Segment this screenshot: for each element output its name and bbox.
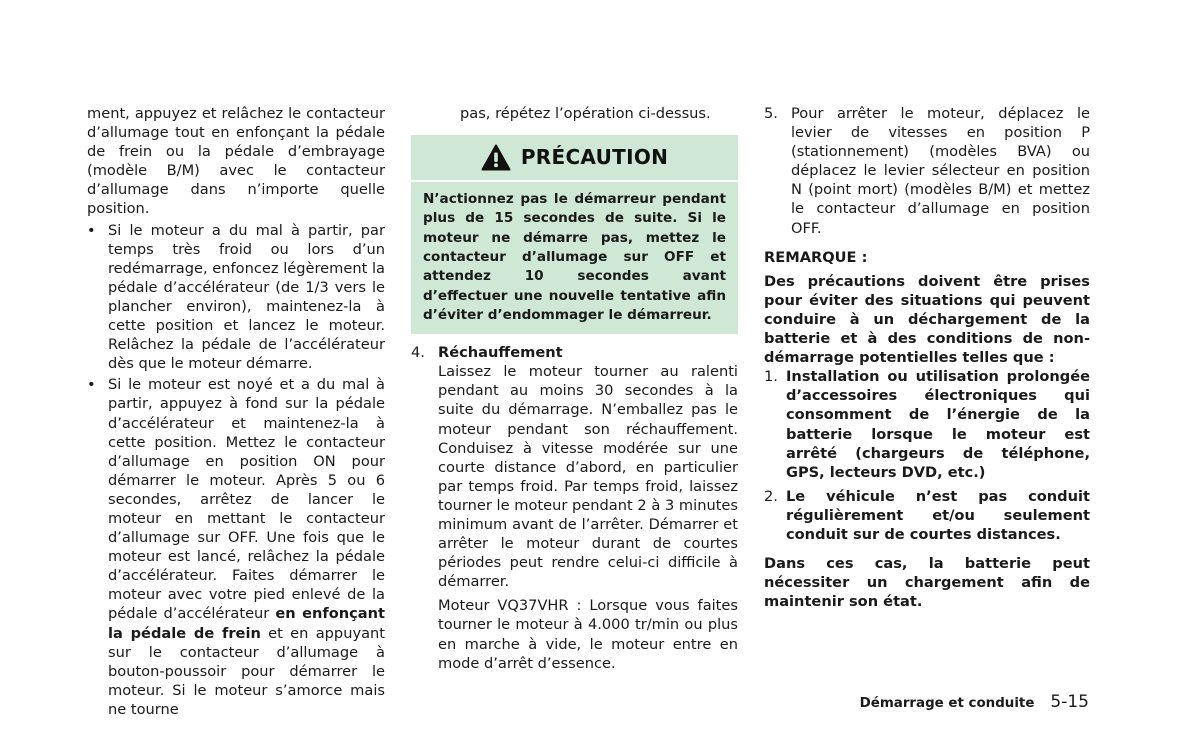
bullet-icon: • [87,221,96,239]
item-number: 2. [764,487,778,505]
bullet-text: Si le moteur a du mal à partir, par temps très froid ou lors d’un redémarrage, enfoncez légèrement la pédale d’accélérateur (de 1/3 vers le plancher environ), maintenez-la à cette position et lancez le moteur. Relâchez la pédale de l’accélérateur dès que le moteur démarre. [108,221,385,373]
section-item-4 [411,343,738,673]
item-number: 4. [411,344,425,362]
paragraph: Pour arrêter le moteur, déplacez le levier de vitesses en position P (stationnement) (modèles BVA) ou déplacez le levier sélecteur en position N (point mort) (modèles B/M) et mettez le contacteur d’allumage en position OFF. [791,105,1090,237]
column-middle [411,104,738,673]
bullet-icon: • [87,376,96,394]
item-number: 5. [764,105,778,122]
item-number: 1. [764,368,778,386]
caution-box [411,135,738,334]
page-number: 5-15 [1050,692,1089,712]
column-right [764,104,1090,611]
list-item [764,367,1090,482]
bold-emphasis: en enfonçant la pédale de frein [108,605,385,642]
remarque-heading: REMARQUE : [764,248,868,266]
closing-paragraph: Dans ces cas, la batterie peut nécessiter un chargement afin de maintenir son état. [764,555,1090,611]
list-item [87,221,385,374]
caution-text: N’actionnez pas le démarreur pendant plus de 15 secondes de suite. Si le moteur ne démarre pas, mettez le contacteur d’allumage sur OFF et attendez 10 secondes avant d’effectuer une nouvelle tentative afin d’éviter d’endommager le démarreur. [423,191,726,323]
section-heading: Réchauffement [438,344,563,362]
section-item-5 [764,104,1090,238]
bullet-text: Si le moteur est noyé et a du mal à partir, appuyez à fond sur la pédale d’accélérateur et maintenez-la à cette position. Mettez le contacteur d’allumage en position ON pour démarrer le moteur. Après 5 ou 6 secondes, arrêtez de lancer le moteur en mettant le contacteur d’allumage sur OFF. Une fois que le moteur est lancé, relâchez la pédale d’accélérateur. Faites démarrer le moteur avec votre pied enlevé de la pédale d’accélérateur en enfonçant la pédale de frein et en appuyant sur le contacteur d’allumage à bouton-poussoir pour démarrer le moteur. Si le moteur s’amorce mais ne tourne [108,376,385,718]
paragraph: Laissez le moteur tourner au ralenti pendant au moins 30 secondes à la suite du démarrage. N’emballez pas le moteur pendant son réchauffement. Conduisez à vitesse modérée sur une courte distance d’abord, en particulier par temps froid. Par temps froid, laissez tourner le moteur pendant 2 à 3 minutes minimum avant de l’arrêter. Démarrer et arrêter le moteur durant de courtes périodes peut rendre celui-ci difficile à démarrer. [438,363,738,591]
continued-text: pas, répétez l’opération ci-dessus. [460,105,711,122]
list-item [87,375,385,719]
list-item-text: Le véhicule n’est pas conduit régulièrement et/ou seulement conduit sur de courtes distances. [786,487,1090,543]
column-left [87,104,385,719]
page-footer [860,692,1089,712]
section-name: Démarrage et conduite [859,696,1035,711]
caution-header [411,135,738,182]
caution-title: PRÉCAUTION [520,145,669,170]
list-item [764,487,1090,544]
remarque-intro: Des précautions doivent être prises pour éviter des situations qui peuvent conduire à un déchargement de la batterie et à des conditions de non-démarrage potentielles telles que : [764,272,1090,367]
paragraph: Moteur VQ37VHR : Lorsque vous faites tourner le moteur à 4.000 tr/min ou plus en marche à vide, le moteur entre en mode d’arrêt d’essence. [438,597,738,672]
warning-triangle-icon [481,144,511,171]
list-item-text: Installation ou utilisation prolongée d’accessoires électroniques qui consomment de l’énergie de la batterie lorsque le moteur est arrêté (chargeurs de téléphone, GPS, lecteurs DVD, etc.) [786,368,1090,481]
intro-paragraph: ment, appuyez et relâchez le contacteur d’allumage tout en enfonçant la pédale de frein ou la pédale d’embrayage (modèle B/M) avec le contacteur d’allumage dans n’importe quelle position. [87,105,385,218]
